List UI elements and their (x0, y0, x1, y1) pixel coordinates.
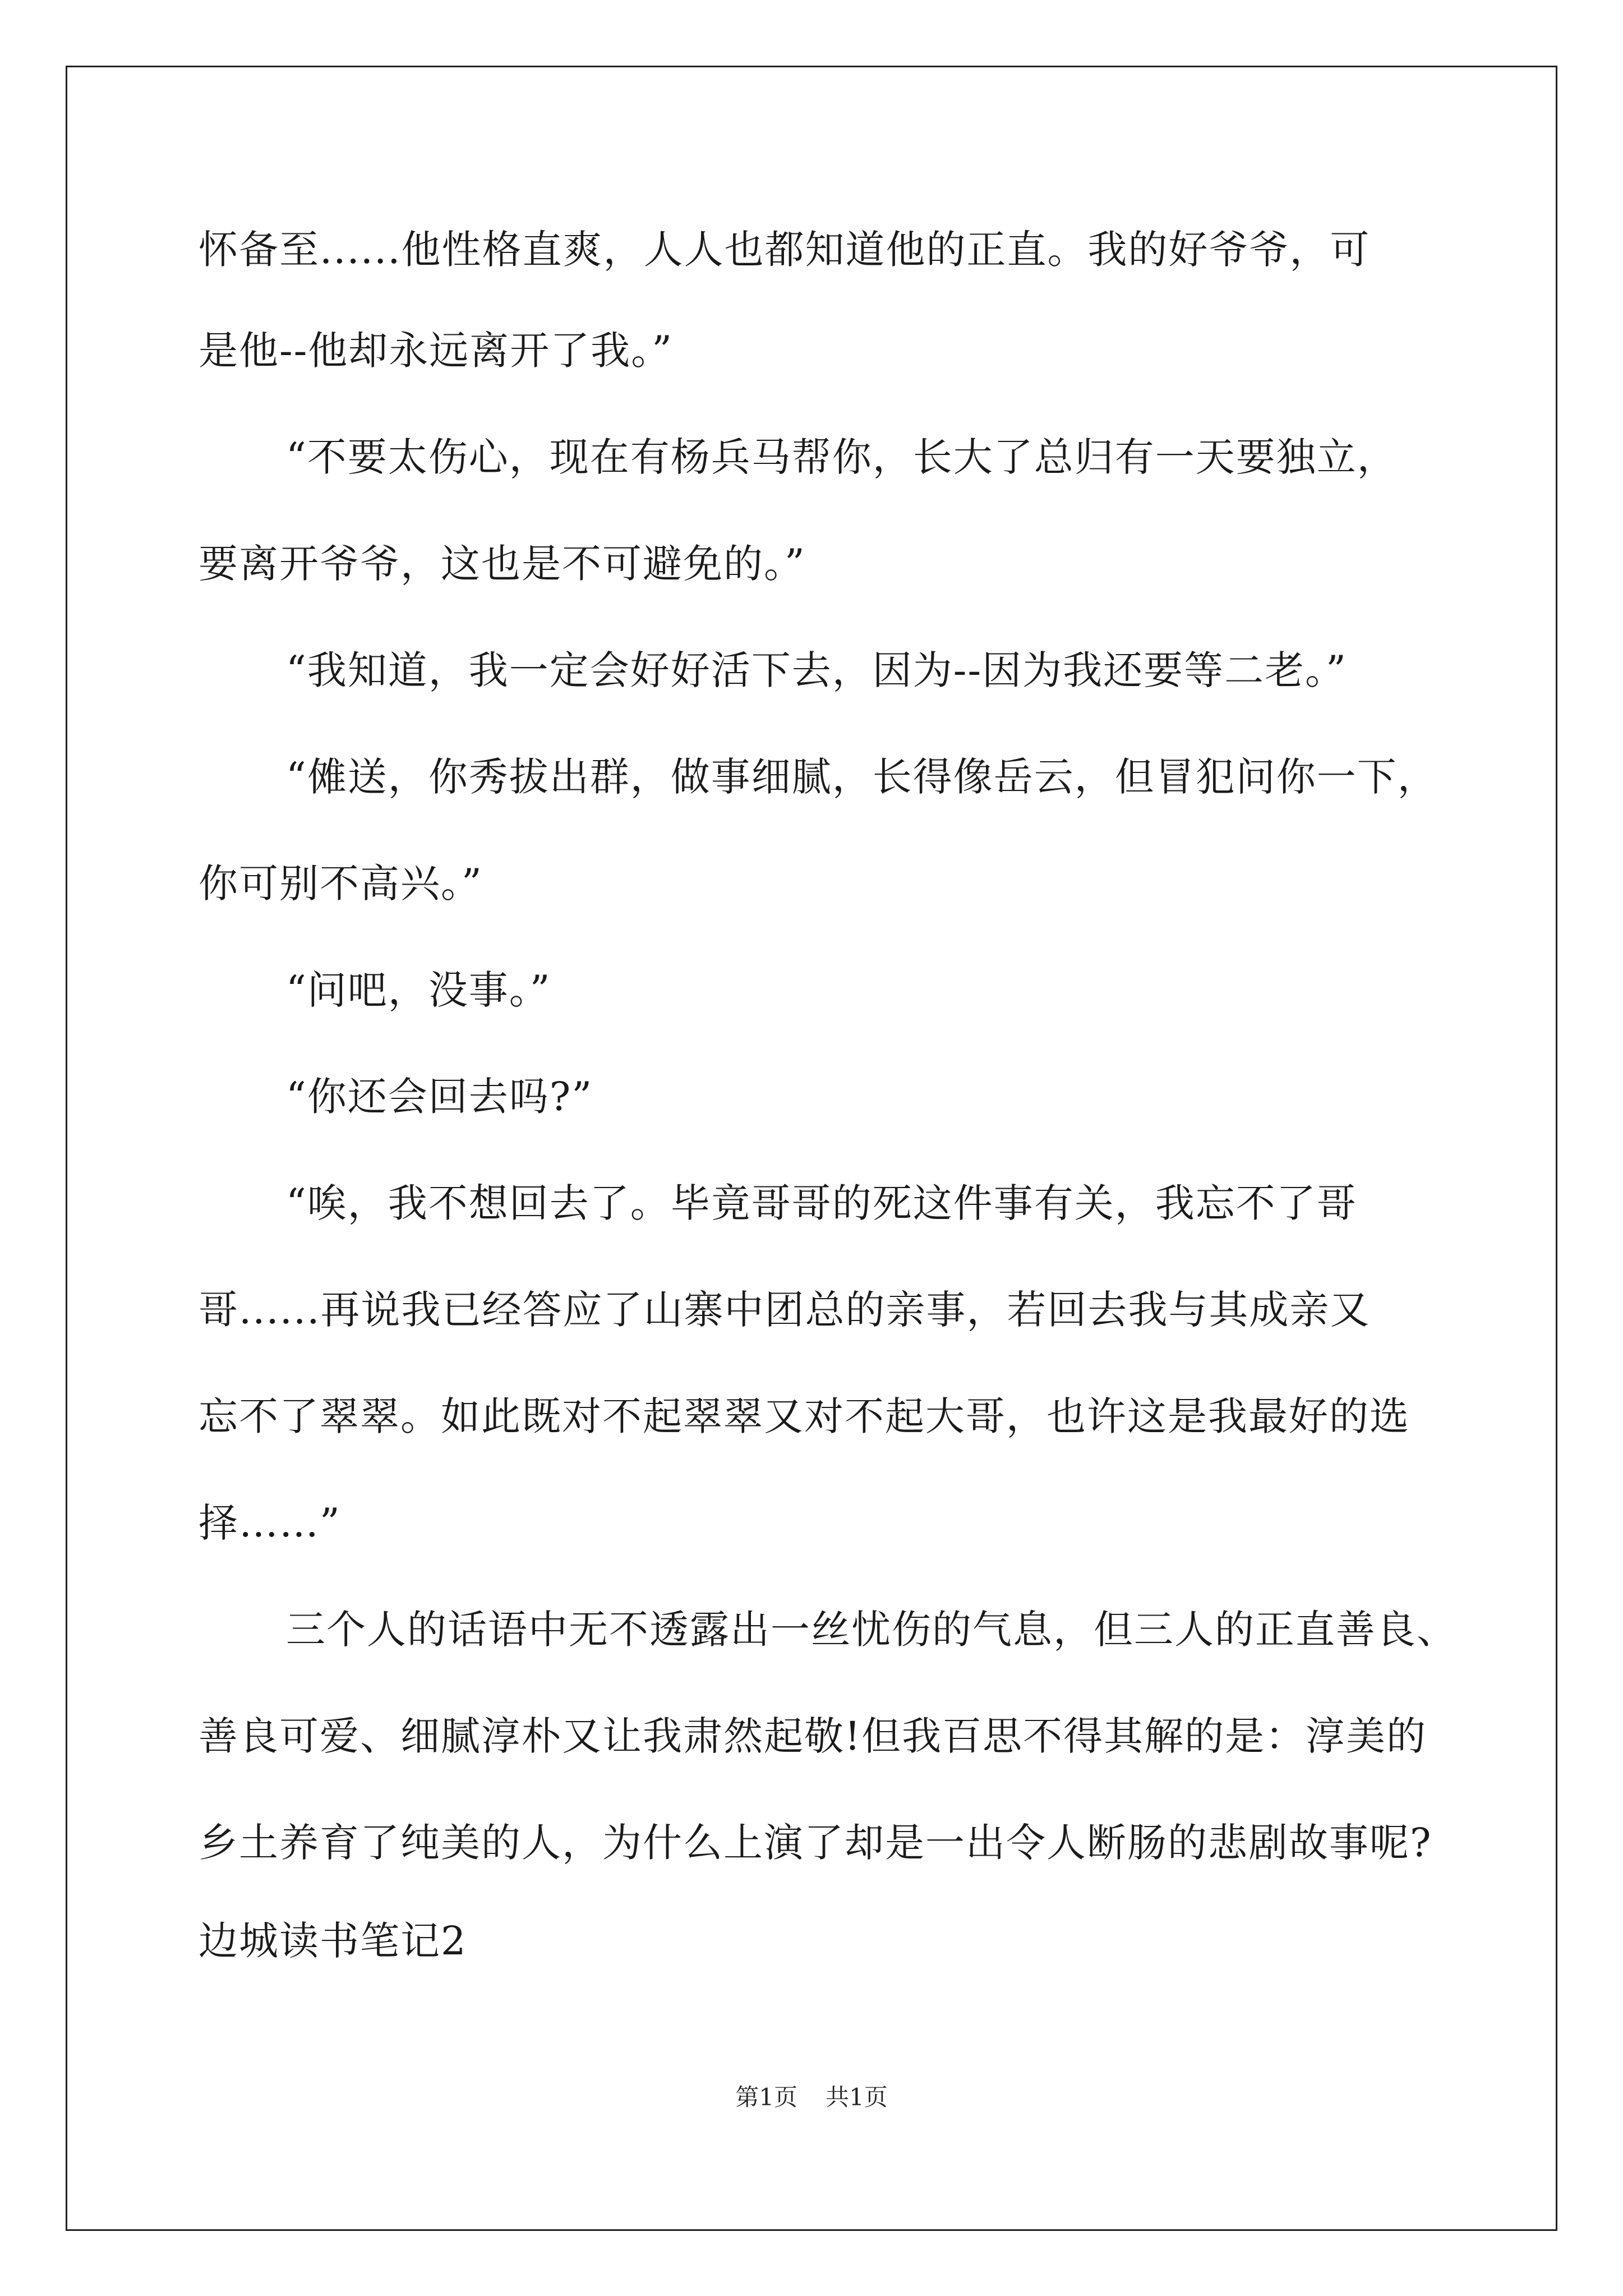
page-total: 共1页 (826, 2083, 888, 2111)
body-text-line: “傩送，你秀拔出群，做事细腻，长得像岳云，但冒犯问你一下， (286, 754, 1438, 800)
body-text-line: “不要太伤心，现在有杨兵马帮你，长大了总归有一天要独立， (286, 434, 1398, 480)
body-text-line: 忘不了翠翠。如此既对不起翠翠又对不起大哥，也许这是我最好的选 (199, 1393, 1410, 1439)
body-text-line: 三个人的话语中无不透露出一丝忧伤的气息，但三人的正直善良、 (286, 1607, 1457, 1653)
body-text-line: 择……” (199, 1500, 341, 1546)
body-text-line: 怀备至......他性格直爽，人人也都知道他的正直。我的好爷爷，可 (199, 227, 1371, 273)
page-footer (0, 2081, 1623, 2114)
body-text-line: “问吧，没事。” (286, 967, 551, 1013)
body-text-line: 是他--他却永远离开了我。” (199, 328, 674, 374)
body-text-line: “唉，我不想回去了。毕竟哥哥的死这件事有关，我忘不了哥 (286, 1180, 1357, 1226)
body-text-line: 乡土养育了纯美的人，为什么上演了却是一出令人断肠的悲剧故事呢? (199, 1820, 1432, 1866)
body-text-line: 你可别不高兴。” (199, 861, 483, 907)
body-text-line: 要离开爷爷，这也是不可避免的。” (199, 541, 806, 587)
body-text-line: “你还会回去吗?” (286, 1074, 593, 1120)
section-heading: 边城读书笔记2 (199, 1918, 467, 1964)
body-text-line: “我知道，我一定会好好活下去，因为--因为我还要等二老。” (286, 647, 1347, 693)
body-text-line: 善良可爱、细腻淳朴又让我肃然起敬!但我百思不得其解的是：淳美的 (199, 1713, 1427, 1759)
body-text-line: 哥......再说我已经答应了山寨中团总的亲事，若回去我与其成亲又 (199, 1287, 1371, 1333)
page-number: 第1页 (735, 2083, 797, 2111)
page-border (66, 66, 1557, 2231)
